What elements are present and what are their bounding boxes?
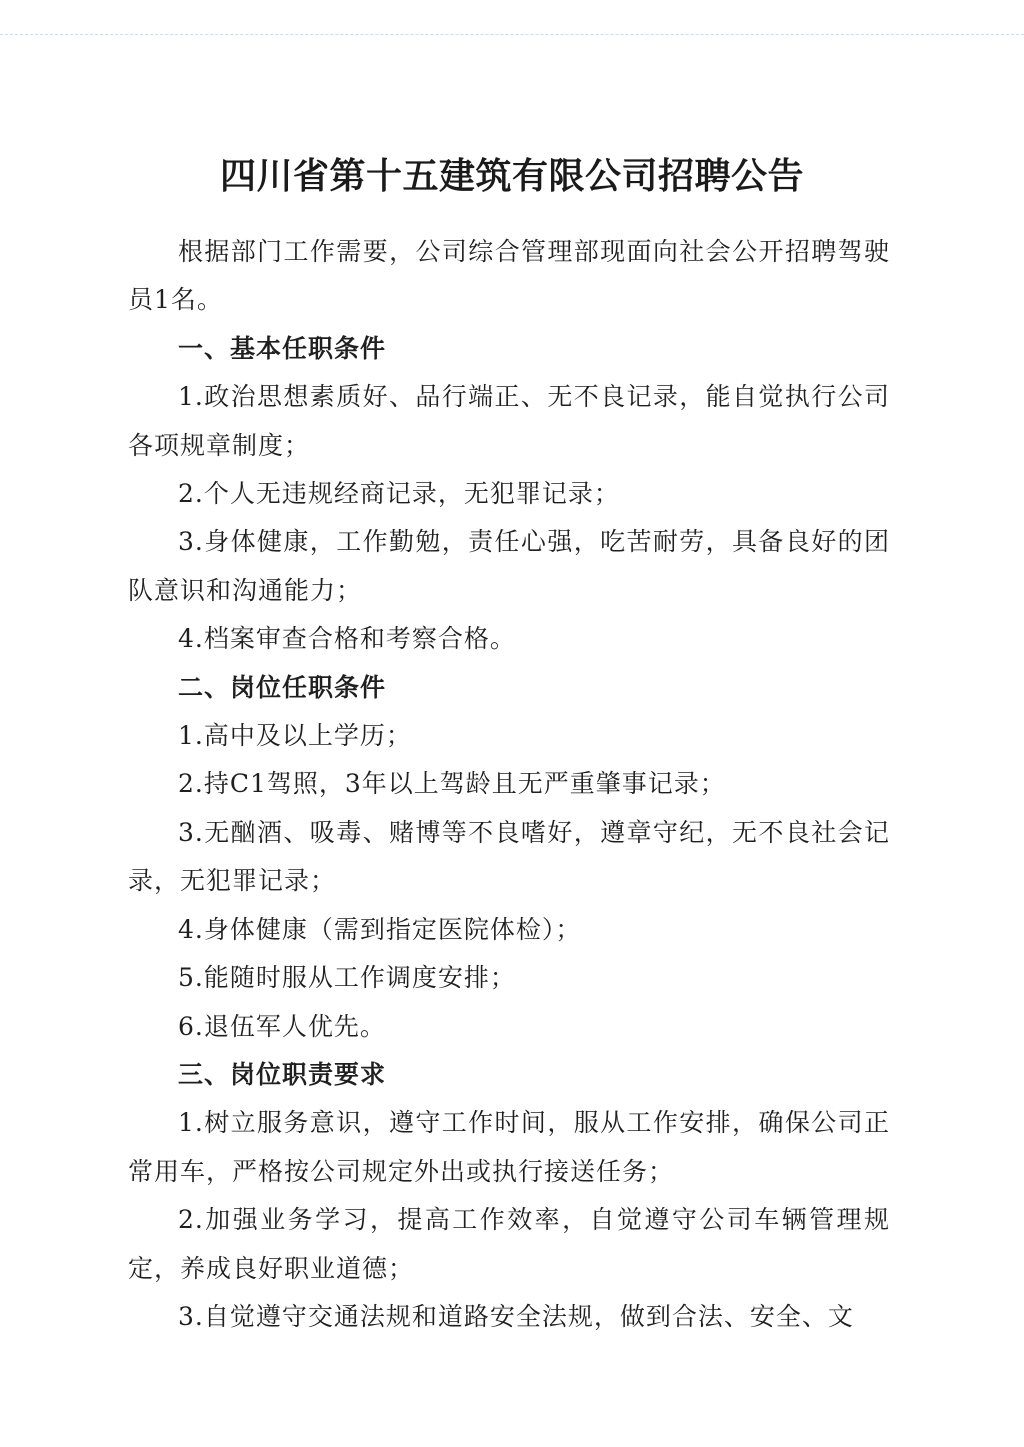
list-item: 2.持C1驾照，3年以上驾龄且无严重肇事记录； bbox=[178, 769, 726, 799]
list-item: 4.档案审查合格和考察合格。 bbox=[178, 624, 516, 654]
list-item: 1.高中及以上学历； bbox=[178, 721, 412, 751]
section-heading-duties: 三、岗位职责要求 bbox=[178, 1059, 387, 1089]
intro-paragraph: 根据部门工作需要，公司综合管理部现面向社会公开招聘驾驶员1名。 bbox=[128, 237, 890, 315]
list-item: 6.退伍军人优先。 bbox=[178, 1011, 386, 1041]
list-item: 5.能随时服从工作调度安排； bbox=[178, 963, 516, 993]
list-item: 2.加强业务学习，提高工作效率，自觉遵守公司车辆管理规定，养成良好职业道德； bbox=[128, 1205, 890, 1283]
list-item: 3.自觉遵守交通法规和道路安全法规，做到合法、安全、文 bbox=[178, 1301, 854, 1331]
list-item: 1.政治思想素质好、品行端正、无不良记录，能自觉执行公司各项规章制度； bbox=[128, 382, 890, 460]
list-item: 3.无酗酒、吸毒、赌博等不良嗜好，遵章守纪，无不良社会记录，无犯罪记录； bbox=[128, 817, 890, 896]
section-heading-position-requirements: 二、岗位任职条件 bbox=[178, 672, 387, 702]
document-body bbox=[128, 228, 890, 1341]
list-item: 1.树立服务意识，遵守工作时间，服从工作安排，确保公司正常用车，严格按公司规定外出或执行接送任务； bbox=[128, 1108, 890, 1186]
top-scan-rule bbox=[0, 34, 1024, 35]
section-heading-basic-requirements: 一、基本任职条件 bbox=[178, 333, 387, 363]
list-item: 2.个人无违规经商记录，无犯罪记录； bbox=[178, 479, 620, 509]
list-item: 4.身体健康（需到指定医院体检）； bbox=[178, 914, 582, 944]
list-item: 3.身体健康，工作勤勉，责任心强，吃苦耐劳，具备良好的团队意识和沟通能力； bbox=[128, 527, 890, 605]
document-title: 四川省第十五建筑有限公司招聘公告 bbox=[219, 155, 804, 198]
